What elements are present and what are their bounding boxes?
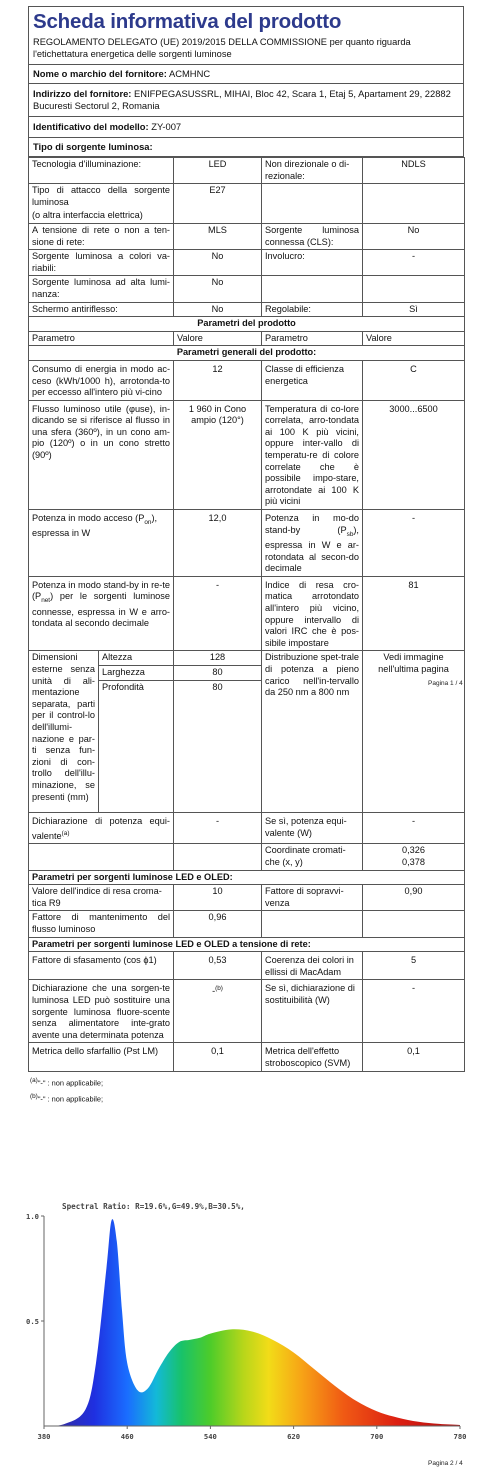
cell-value: 0,90 bbox=[363, 885, 465, 911]
cell-label: Metrica dello sfarfallio (Pst LM) bbox=[29, 1043, 174, 1071]
cell-empty bbox=[262, 911, 363, 937]
cell-label: Non direzionale o di-rezionale: bbox=[262, 158, 363, 184]
footnote-a bbox=[30, 1074, 464, 1090]
cell-label: Dichiarazione che una sorgen-te luminosa LED può sostituire una sorgente luminosa fluore-scente senza alimentatore inte-grato avente una determinata potenza bbox=[29, 980, 174, 1043]
spectrum-area-group bbox=[44, 1219, 460, 1426]
cell-label: Se sì, potenza equi-valente (W) bbox=[262, 813, 363, 844]
table-row bbox=[29, 813, 465, 844]
cell-value: Vedi immagine nell'ultima pagina bbox=[363, 651, 465, 812]
cell-value: 12,0 bbox=[174, 510, 262, 577]
dim-larghezza-label: Larghezza bbox=[99, 665, 174, 680]
datasheet bbox=[28, 6, 464, 1106]
value-text: - bbox=[212, 986, 216, 997]
cell-value: 5 bbox=[363, 952, 465, 980]
spectrum-area bbox=[44, 1219, 460, 1426]
cell-value: - bbox=[363, 250, 465, 276]
cell-label: Fattore di sopravvi-venza bbox=[262, 885, 363, 911]
col-value-header: Valore bbox=[174, 331, 262, 346]
x-tick-label: 700 bbox=[370, 1432, 384, 1441]
cell-value: MLS bbox=[174, 223, 262, 249]
cell-label: Temperatura di co-lore correlata, arro-tondata ai 100 K più vicini, oppure inter-vallo di temperatu-re di colore correlate che è possibile impo-stare, arrotondate ai 100 K più vicini bbox=[262, 400, 363, 509]
cell-label: Coerenza dei colori in ellissi di MacAdam bbox=[262, 952, 363, 980]
coord-x-value: 0,326 bbox=[402, 845, 425, 856]
product-params-heading: Parametri del prodotto bbox=[29, 317, 465, 332]
table-row bbox=[29, 223, 465, 249]
page-number-1: Pagina 1 / 4 bbox=[428, 680, 463, 687]
col-value-header: Valore bbox=[363, 331, 465, 346]
led-params-heading: Parametri per sorgenti luminose LED e OLED: bbox=[29, 870, 465, 885]
table-row bbox=[29, 911, 465, 937]
label-subscript: sb bbox=[346, 530, 354, 538]
cell-value: - bbox=[363, 980, 465, 1043]
label-text: Potenza in modo acceso (P bbox=[32, 513, 145, 524]
cell-value: 0,96 bbox=[174, 911, 262, 937]
model-value: ZY-007 bbox=[151, 121, 182, 132]
cell-value: - bbox=[363, 510, 465, 577]
table-row bbox=[29, 184, 465, 224]
table-row bbox=[29, 158, 465, 184]
cell-empty bbox=[363, 276, 465, 302]
cell-value: No bbox=[174, 302, 262, 317]
footnote-b bbox=[30, 1090, 464, 1106]
cell-empty bbox=[174, 844, 262, 870]
cell-label: Tecnologia d'illuminazione: bbox=[29, 158, 174, 184]
cell-empty bbox=[174, 694, 262, 813]
cell-label: Indice di resa cro-matica arrotondato all'intero più vicino, oppure intervallo di valori IRC che è pos-sibile impostare bbox=[262, 576, 363, 651]
cell-value bbox=[363, 844, 465, 870]
x-tick-label: 380 bbox=[37, 1432, 51, 1441]
label-text: Dichiarazione di potenza equi-valente bbox=[32, 816, 170, 841]
cell-label: Dimensioni esterne senza unità di ali-mentazione separata, parti per il control-lo dell'illumi-nazione e par-ti senza fun-zioni di con-trollo dell'illu-minazione, se presenti (mm) bbox=[29, 651, 99, 812]
table-row bbox=[29, 360, 465, 400]
cell-label: Se sì, dichiarazione di sostituibilità (W) bbox=[262, 980, 363, 1043]
cell-label bbox=[29, 510, 174, 577]
cell-value: No bbox=[174, 250, 262, 276]
general-params-heading: Parametri generali del prodotto: bbox=[29, 346, 465, 361]
cell-label: Valore dell'indice di resa croma-tica R9 bbox=[29, 885, 174, 911]
label-text: ), espressa in W bbox=[32, 513, 158, 539]
coord-y-value: 0,378 bbox=[402, 857, 425, 868]
supplier-address-value: ENIFPEGASUSSRL, MIHAI, Bloc 42, Scara 1, Etaj 5, Apartament 29, 22882 Bucuresti Sectorul 2, Romania bbox=[33, 88, 451, 111]
cell-value: - bbox=[174, 813, 262, 844]
dim-altezza-label: Altezza bbox=[99, 651, 174, 665]
cell-label: Sorgente luminosa ad alta lumi-nanza: bbox=[29, 276, 174, 302]
cell-value: E27 bbox=[174, 184, 262, 224]
footnote-text: "-" : non applicabile; bbox=[37, 1077, 104, 1087]
cell-label: Distribuzione spet-trale di potenza a pieno carico nell'in-tervallo da 250 nm a 800 nm bbox=[262, 651, 363, 812]
table-row bbox=[29, 250, 465, 276]
dim-profondita-value: 80 bbox=[174, 680, 262, 694]
table-row bbox=[29, 980, 465, 1043]
x-tick-label: 460 bbox=[120, 1432, 134, 1441]
footnote-text: "-" : non applicabile; bbox=[37, 1094, 104, 1104]
table-row bbox=[29, 510, 465, 577]
col-param-header: Parametro bbox=[29, 331, 174, 346]
x-tick-group bbox=[38, 1426, 467, 1441]
dim-altezza-value: 128 bbox=[174, 651, 262, 665]
table-row bbox=[29, 276, 465, 302]
cell-label bbox=[29, 813, 174, 844]
cell-label: Fattore di sfasamento (cos ϕ1) bbox=[29, 952, 174, 980]
model-label: Identificativo del modello: bbox=[33, 121, 149, 132]
cell-value: NDLS bbox=[363, 158, 465, 184]
cell-label bbox=[262, 510, 363, 577]
cell-label: Coordinate cromati-che (x, y) bbox=[262, 844, 363, 870]
label-subscript: net bbox=[41, 597, 51, 605]
cell-value: LED bbox=[174, 158, 262, 184]
value-footnote: (b) bbox=[215, 985, 223, 993]
cell-value: 10 bbox=[174, 885, 262, 911]
page-number-2: Pagina 2 / 4 bbox=[428, 1460, 463, 1467]
cell-value bbox=[174, 980, 262, 1043]
supplier-address-label: Indirizzo del fornitore: bbox=[33, 88, 132, 99]
page-title: Scheda informativa del prodotto bbox=[33, 10, 342, 33]
cell-label: Sorgente luminosa connessa (CLS): bbox=[262, 223, 363, 249]
table-row bbox=[29, 576, 465, 651]
cell-value: No bbox=[174, 276, 262, 302]
cell-value: 3000...6500 bbox=[363, 400, 465, 509]
cell-empty bbox=[363, 184, 465, 224]
cell-value: 12 bbox=[174, 360, 262, 400]
dimensions-table bbox=[28, 651, 465, 813]
dim-larghezza-value: 80 bbox=[174, 665, 262, 680]
table-row bbox=[29, 651, 465, 665]
source-type-heading-text: Tipo di sorgente luminosa: bbox=[33, 141, 153, 152]
y-tick-label: 0.5 bbox=[26, 1317, 39, 1326]
source-type-table bbox=[28, 157, 465, 651]
mains-params-heading: Parametri per sorgenti luminose LED e OLED a tensione di rete: bbox=[29, 937, 465, 952]
x-tick-label: 620 bbox=[287, 1432, 301, 1441]
cell-label: Consumo di energia in modo ac-ceso (kWh/1000 h), arrotonda-to per eccesso all'intero più vi-cino bbox=[29, 360, 174, 400]
cell-label: Regolabile: bbox=[262, 302, 363, 317]
supplier-name-label: Nome o marchio del fornitore: bbox=[33, 68, 167, 79]
cell-label-main: Tipo di attacco della sorgente luminosa bbox=[32, 185, 170, 207]
table-row bbox=[29, 346, 465, 361]
table-row bbox=[29, 331, 465, 346]
cell-label bbox=[29, 576, 174, 651]
cell-label: Classe di efficienza energetica bbox=[262, 360, 363, 400]
source-type-heading bbox=[28, 138, 464, 157]
cell-empty bbox=[363, 911, 465, 937]
cell-empty bbox=[262, 184, 363, 224]
x-tick-label: 780 bbox=[453, 1432, 467, 1441]
cell-value: 0,1 bbox=[174, 1043, 262, 1071]
cell-label: Flusso luminoso utile (φuse), in-dicando se si riferisce al flusso in una sfera (360º), in un cono am-pio (120º) o in un cono stretto (90º) bbox=[29, 400, 174, 509]
footnote-mark: (b) bbox=[30, 1092, 38, 1100]
cell-label: Metrica dell'effetto stroboscopico (SVM) bbox=[262, 1043, 363, 1071]
label-text: ), espressa in W e ar-rotondata al secon-do decimale bbox=[265, 524, 359, 574]
x-tick-label: 540 bbox=[203, 1432, 217, 1441]
cell-value: Sì bbox=[363, 302, 465, 317]
cell-label: A tensione di rete o non a ten-sione di rete: bbox=[29, 223, 174, 249]
table-row bbox=[29, 870, 465, 885]
cell-value: 81 bbox=[363, 576, 465, 651]
cell-value: No bbox=[363, 223, 465, 249]
supplier-address-row bbox=[28, 84, 464, 117]
cell-label: Fattore di mantenimento del flusso luminoso bbox=[29, 911, 174, 937]
cell-label-note: (o altra interfaccia elettrica) bbox=[32, 210, 143, 221]
col-param-header: Parametro bbox=[262, 331, 363, 346]
supplier-name-row bbox=[28, 65, 464, 84]
spectrum-chart bbox=[20, 1186, 472, 1450]
footnote-mark: (a) bbox=[30, 1076, 38, 1084]
page-subtitle: REGOLAMENTO DELEGATO (UE) 2019/2015 DELLA COMMISSIONE per quanto riguarda l'etichettatura energetica delle sorgenti luminose bbox=[33, 37, 411, 59]
cell-label: Involucro: bbox=[262, 250, 363, 276]
dim-profondita-label: Profondità bbox=[99, 680, 174, 694]
header-box bbox=[28, 6, 464, 65]
table-row bbox=[29, 302, 465, 317]
label-text: ) per le sorgenti luminose connesse, espressa in W e arro-tondata al secondo decimale bbox=[32, 591, 170, 629]
table-row bbox=[29, 317, 465, 332]
table-row bbox=[29, 844, 465, 870]
table-row bbox=[29, 937, 465, 952]
cell-value: - bbox=[174, 576, 262, 651]
cell-label bbox=[29, 184, 174, 224]
model-row bbox=[28, 117, 464, 138]
table-row bbox=[29, 885, 465, 911]
cell-empty bbox=[29, 844, 174, 870]
table-row bbox=[29, 400, 465, 509]
chart-title: Spectral Ratio: R=19.6%,G=49.9%,B=30.5%, bbox=[62, 1202, 245, 1211]
y-tick-label: 1.0 bbox=[26, 1212, 39, 1221]
params-table bbox=[28, 813, 465, 1071]
cell-value: C bbox=[363, 360, 465, 400]
table-row bbox=[29, 1043, 465, 1071]
label-footnote: (a) bbox=[61, 829, 70, 837]
cell-value: 1 960 in Cono ampio (120°) bbox=[174, 400, 262, 509]
table-row bbox=[29, 952, 465, 980]
supplier-name-value: ACMHNC bbox=[168, 68, 211, 79]
y-tick-group bbox=[26, 1212, 44, 1326]
cell-empty bbox=[99, 694, 174, 813]
label-subscript: on bbox=[144, 518, 152, 526]
cell-label: Schermo antiriflesso: bbox=[29, 302, 174, 317]
cell-label: Sorgente luminosa a colori va-riabili: bbox=[29, 250, 174, 276]
label-text: Potenza in modo stand-by in re-te (P bbox=[32, 579, 170, 602]
footnotes bbox=[28, 1074, 464, 1107]
cell-value: - bbox=[363, 813, 465, 844]
cell-value: 0,1 bbox=[363, 1043, 465, 1071]
label-text: Potenza in mo-do stand-by (P bbox=[265, 513, 359, 535]
cell-empty bbox=[262, 276, 363, 302]
cell-value: 0,53 bbox=[174, 952, 262, 980]
